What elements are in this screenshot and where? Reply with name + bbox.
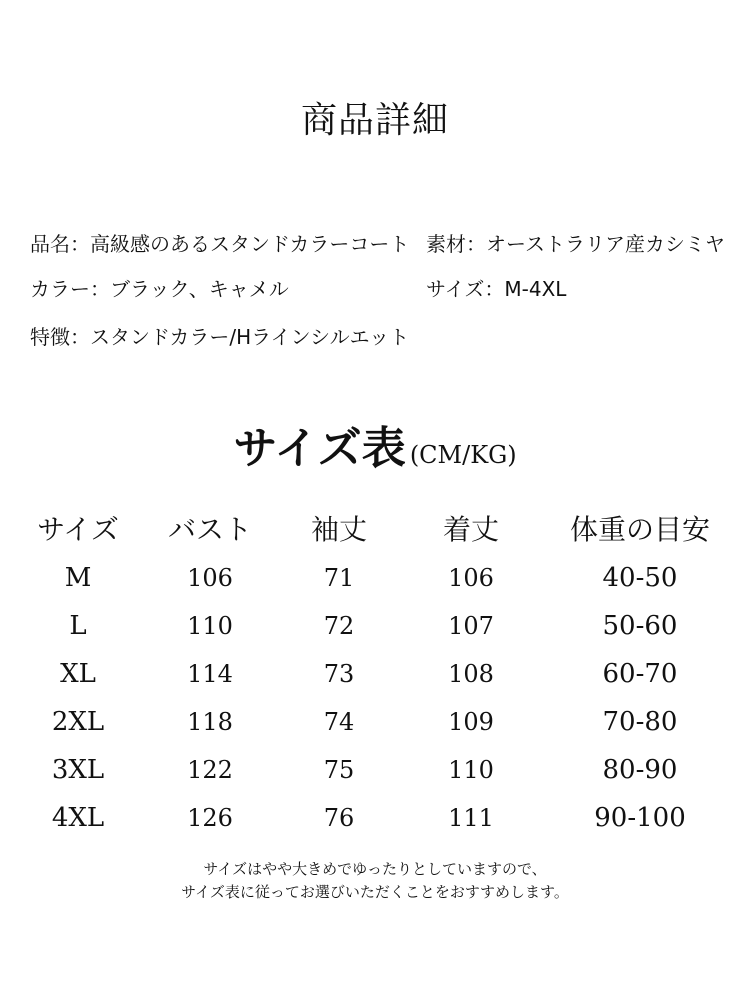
cell-bust: 110 <box>187 612 233 640</box>
cell-weight-guide: 60-70 <box>602 659 678 689</box>
cell-body-length: 106 <box>448 564 494 592</box>
cell-weight-guide: 70-80 <box>602 707 678 737</box>
cell-size: 2XL <box>51 707 105 737</box>
spec-material: 素材：オーストラリア産カシミヤ <box>426 232 725 256</box>
cell-sleeve-length: 75 <box>323 756 355 784</box>
cell-size: 3XL <box>51 755 105 785</box>
cell-size: 4XL <box>51 803 105 833</box>
size-note-line: サイズはやや大きめでゆったりとしていますので、 <box>203 860 547 878</box>
cell-bust: 126 <box>187 804 233 832</box>
size-chart-heading <box>0 412 750 476</box>
spec-product-name: 品名：高級感のあるスタンドカラーコート <box>30 232 410 256</box>
spec-size-range: サイズ：M-4XL <box>426 277 567 301</box>
header-bust: バスト <box>167 513 252 546</box>
cell-body-length: 111 <box>448 804 494 832</box>
cell-body-length: 108 <box>448 660 494 688</box>
cell-sleeve-length: 71 <box>323 564 355 592</box>
cell-sleeve-length: 74 <box>323 708 355 736</box>
cell-bust: 114 <box>187 660 233 688</box>
cell-size: L <box>69 611 87 641</box>
cell-body-length: 110 <box>448 756 494 784</box>
table-row <box>16 554 736 602</box>
size-table <box>16 502 736 842</box>
cell-size: XL <box>60 659 96 689</box>
table-row <box>16 602 736 650</box>
header-size: サイズ <box>37 513 119 546</box>
spec-feature: 特徴：スタンドカラー/Hラインシルエット <box>30 325 410 349</box>
spec-color: カラー：ブラック、キャメル <box>30 277 289 301</box>
cell-weight-guide: 80-90 <box>602 755 678 785</box>
header-body-length: 着丈 <box>442 513 499 546</box>
table-row <box>16 746 736 794</box>
cell-sleeve-length: 76 <box>323 804 355 832</box>
size-chart-unit: (CM/KG) <box>409 441 517 469</box>
cell-bust: 122 <box>187 756 233 784</box>
cell-body-length: 107 <box>448 612 494 640</box>
cell-bust: 118 <box>187 708 233 736</box>
cell-size: M <box>64 563 92 593</box>
page-title: 商品詳細 <box>300 100 449 141</box>
cell-body-length: 109 <box>448 708 494 736</box>
table-row <box>16 650 736 698</box>
cell-sleeve-length: 72 <box>323 612 355 640</box>
header-sleeve-length: 袖丈 <box>310 513 367 546</box>
size-table-header-row <box>16 502 736 554</box>
cell-weight-guide: 50-60 <box>602 611 678 641</box>
table-row <box>16 698 736 746</box>
size-chart-title: サイズ表 <box>233 423 406 474</box>
header-weight-guide: 体重の目安 <box>569 513 710 546</box>
size-note-line: サイズ表に従ってお選びいただくことをおすすめします。 <box>181 883 569 901</box>
table-row <box>16 794 736 842</box>
cell-weight-guide: 40-50 <box>602 563 678 593</box>
cell-weight-guide: 90-100 <box>594 803 686 833</box>
cell-sleeve-length: 73 <box>323 660 355 688</box>
cell-bust: 106 <box>187 564 233 592</box>
size-note <box>0 858 750 904</box>
